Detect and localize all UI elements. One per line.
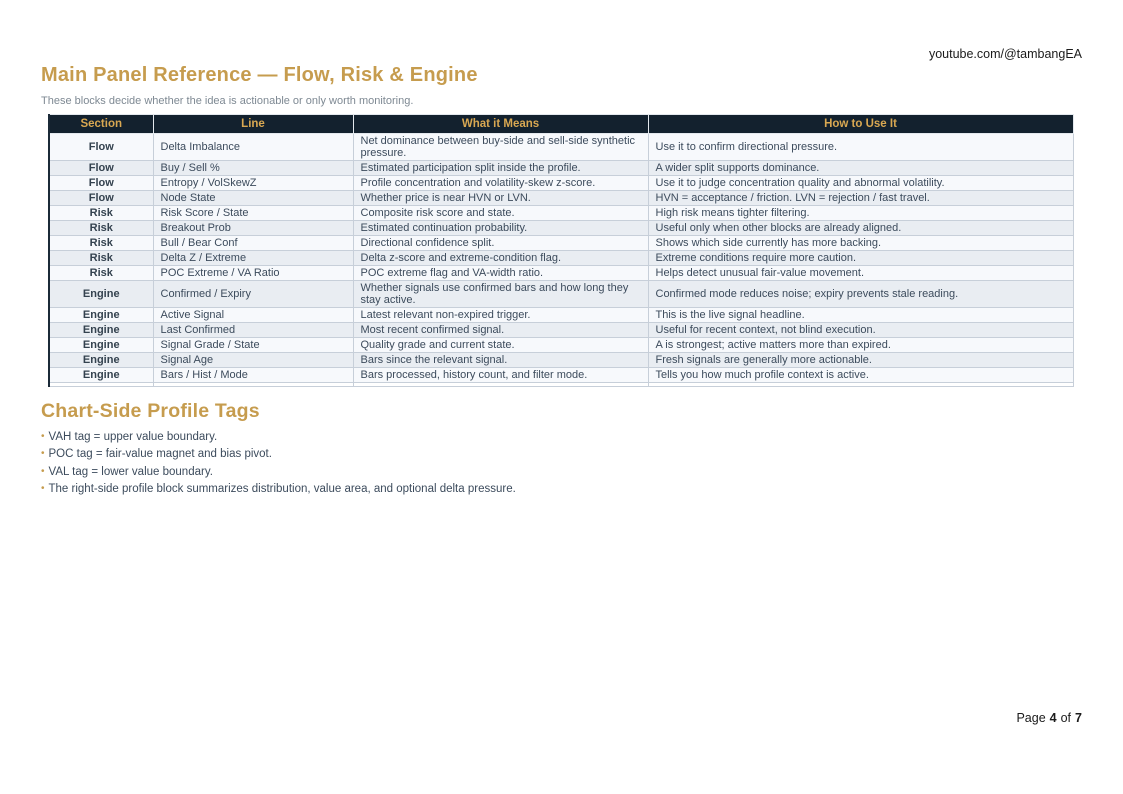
cell-line: Bull / Bear Conf bbox=[153, 236, 353, 251]
cell-section: Flow bbox=[49, 191, 153, 206]
cell-line: Signal Grade / State bbox=[153, 338, 353, 353]
cell-meaning: Net dominance between buy-side and sell-side synthetic pressure. bbox=[353, 134, 648, 161]
cell-meaning: Whether price is near HVN or LVN. bbox=[353, 191, 648, 206]
table-row bbox=[49, 353, 1073, 368]
cell-meaning: Bars since the relevant signal. bbox=[353, 353, 648, 368]
cell-usage: Use it to judge concentration quality and abnormal volatility. bbox=[648, 176, 1073, 191]
section-title-chart-side-tags: Chart-Side Profile Tags bbox=[41, 400, 260, 422]
cell-line: Risk Score / State bbox=[153, 206, 353, 221]
bullet-icon bbox=[41, 483, 45, 495]
total-pages: 7 bbox=[1075, 711, 1082, 725]
list-item-text: The right-side profile block summarizes distribution, value area, and optional delta pressure. bbox=[48, 482, 516, 495]
column-header-usage: How to Use It bbox=[648, 115, 1073, 134]
cell-usage: Extreme conditions require more caution. bbox=[648, 251, 1073, 266]
table-row bbox=[49, 191, 1073, 206]
cell-line: POC Extreme / VA Ratio bbox=[153, 266, 353, 281]
spacer-cell bbox=[353, 383, 648, 387]
cell-usage: Fresh signals are generally more actionable. bbox=[648, 353, 1073, 368]
cell-section: Engine bbox=[49, 338, 153, 353]
cell-meaning: Delta z-score and extreme-condition flag. bbox=[353, 251, 648, 266]
list-item bbox=[41, 481, 516, 498]
cell-line: Last Confirmed bbox=[153, 323, 353, 338]
table-row bbox=[49, 161, 1073, 176]
list-item-text: VAH tag = upper value boundary. bbox=[48, 431, 218, 443]
table-row bbox=[49, 251, 1073, 266]
table-footer bbox=[49, 383, 1073, 387]
cell-meaning: Latest relevant non-expired trigger. bbox=[353, 308, 648, 323]
spacer-cell bbox=[49, 383, 153, 387]
cell-section: Engine bbox=[49, 353, 153, 368]
cell-section: Flow bbox=[49, 134, 153, 161]
cell-section: Engine bbox=[49, 281, 153, 308]
column-header-meaning: What it Means bbox=[353, 115, 648, 134]
bullet-icon bbox=[41, 466, 45, 478]
cell-meaning: Composite risk score and state. bbox=[353, 206, 648, 221]
cell-meaning: Estimated participation split inside the profile. bbox=[353, 161, 648, 176]
table-row bbox=[49, 338, 1073, 353]
table-row bbox=[49, 134, 1073, 161]
of-word: of bbox=[1060, 711, 1072, 725]
table-body bbox=[49, 134, 1073, 383]
spacer-cell bbox=[648, 383, 1073, 387]
cell-usage: Tells you how much profile context is active. bbox=[648, 368, 1073, 383]
table-row bbox=[49, 323, 1073, 338]
cell-section: Risk bbox=[49, 251, 153, 266]
cell-usage: High risk means tighter filtering. bbox=[648, 206, 1073, 221]
table-row bbox=[49, 368, 1073, 383]
page-word: Page bbox=[1016, 711, 1046, 725]
reference-table bbox=[48, 114, 1074, 387]
cell-meaning: Whether signals use confirmed bars and how long they stay active. bbox=[353, 281, 648, 308]
table-row bbox=[49, 308, 1073, 323]
cell-section: Engine bbox=[49, 308, 153, 323]
cell-line: Signal Age bbox=[153, 353, 353, 368]
cell-usage: This is the live signal headline. bbox=[648, 308, 1073, 323]
cell-meaning: Quality grade and current state. bbox=[353, 338, 648, 353]
list-item-text: POC tag = fair-value magnet and bias pivot. bbox=[48, 448, 272, 461]
cell-line: Breakout Prob bbox=[153, 221, 353, 236]
column-header-line: Line bbox=[153, 115, 353, 134]
cell-usage: Useful only when other blocks are already aligned. bbox=[648, 221, 1073, 236]
cell-line: Active Signal bbox=[153, 308, 353, 323]
cell-meaning: Estimated continuation probability. bbox=[353, 221, 648, 236]
cell-usage: A is strongest; active matters more than expired. bbox=[648, 338, 1073, 353]
cell-usage: Shows which side currently has more backing. bbox=[648, 236, 1073, 251]
spacer-cell bbox=[153, 383, 353, 387]
list-item-text: VAL tag = lower value boundary. bbox=[48, 465, 213, 478]
cell-usage: Helps detect unusual fair-value movement. bbox=[648, 266, 1073, 281]
cell-line: Node State bbox=[153, 191, 353, 206]
page-number: 4 bbox=[1049, 711, 1057, 725]
cell-section: Engine bbox=[49, 323, 153, 338]
cell-usage: Useful for recent context, not blind execution. bbox=[648, 323, 1073, 338]
cell-meaning: Profile concentration and volatility-skew z-score. bbox=[353, 176, 648, 191]
table-row bbox=[49, 176, 1073, 191]
cell-section: Risk bbox=[49, 206, 153, 221]
cell-line: Delta Imbalance bbox=[153, 134, 353, 161]
cell-meaning: Bars processed, history count, and filter mode. bbox=[353, 368, 648, 383]
bullet-icon bbox=[41, 448, 45, 460]
cell-usage: A wider split supports dominance. bbox=[648, 161, 1073, 176]
table-row bbox=[49, 206, 1073, 221]
column-header-section: Section bbox=[49, 115, 153, 134]
table-row bbox=[49, 281, 1073, 308]
page-subtitle: These blocks decide whether the idea is actionable or only worth monitoring. bbox=[41, 95, 414, 107]
table-bottom-spacer-row bbox=[49, 383, 1073, 387]
cell-section: Risk bbox=[49, 236, 153, 251]
bullet-icon bbox=[41, 431, 45, 443]
cell-usage: HVN = acceptance / friction. LVN = rejection / fast travel. bbox=[648, 191, 1073, 206]
page-title: Main Panel Reference — Flow, Risk & Engine bbox=[41, 64, 478, 86]
table-row bbox=[49, 266, 1073, 281]
cell-meaning: POC extreme flag and VA-width ratio. bbox=[353, 266, 648, 281]
list-item bbox=[41, 446, 516, 463]
cell-section: Risk bbox=[49, 221, 153, 236]
cell-section: Engine bbox=[49, 368, 153, 383]
cell-usage: Confirmed mode reduces noise; expiry prevents stale reading. bbox=[648, 281, 1073, 308]
cell-meaning: Most recent confirmed signal. bbox=[353, 323, 648, 338]
page-number-footer bbox=[1016, 711, 1082, 725]
table-row bbox=[49, 221, 1073, 236]
table-header bbox=[49, 115, 1073, 134]
list-item bbox=[41, 464, 516, 481]
profile-tags-list bbox=[41, 429, 516, 498]
cell-line: Bars / Hist / Mode bbox=[153, 368, 353, 383]
table-row bbox=[49, 236, 1073, 251]
cell-section: Flow bbox=[49, 176, 153, 191]
list-item bbox=[41, 429, 516, 446]
cell-meaning: Directional confidence split. bbox=[353, 236, 648, 251]
cell-section: Risk bbox=[49, 266, 153, 281]
cell-line: Confirmed / Expiry bbox=[153, 281, 353, 308]
cell-line: Entropy / VolSkewZ bbox=[153, 176, 353, 191]
table-header-row bbox=[49, 115, 1073, 134]
cell-usage: Use it to confirm directional pressure. bbox=[648, 134, 1073, 161]
cell-line: Buy / Sell % bbox=[153, 161, 353, 176]
cell-section: Flow bbox=[49, 161, 153, 176]
channel-link: youtube.com/@tambangEA bbox=[928, 47, 1082, 61]
cell-line: Delta Z / Extreme bbox=[153, 251, 353, 266]
